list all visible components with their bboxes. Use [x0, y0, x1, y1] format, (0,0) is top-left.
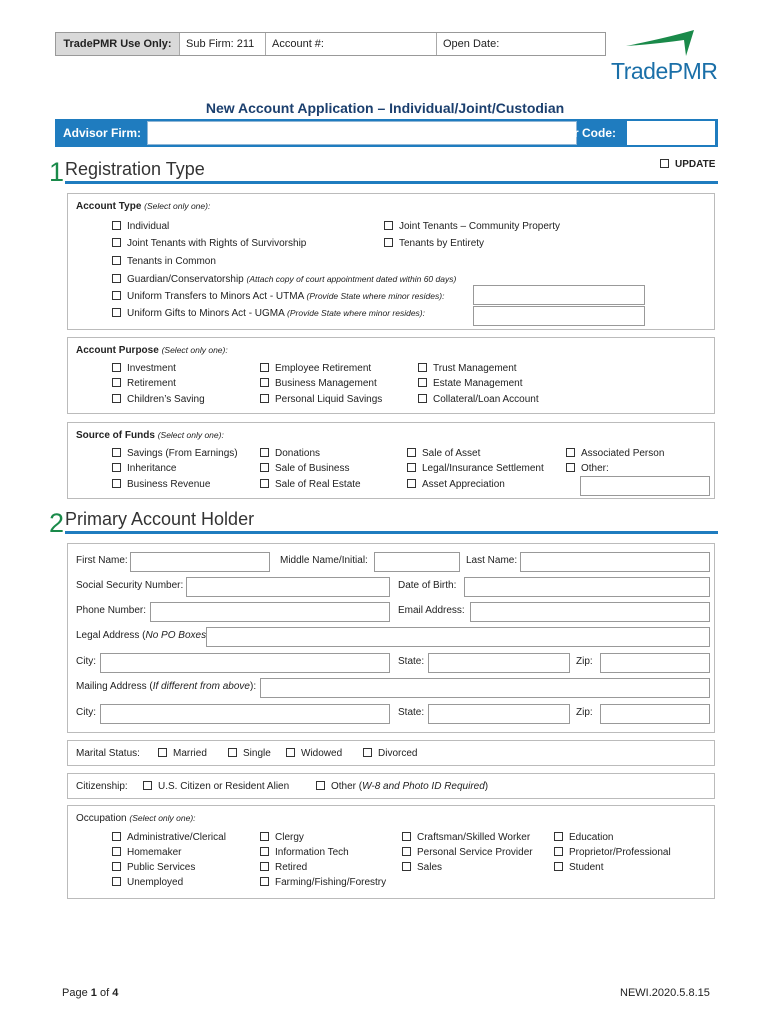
option-label: Associated Person	[581, 448, 665, 459]
option-label: Widowed	[301, 748, 343, 759]
checkbox[interactable]	[566, 463, 575, 472]
tradepmr-logo	[608, 28, 718, 86]
checkbox[interactable]	[402, 862, 411, 871]
option-label: Employee Retirement	[275, 363, 372, 374]
use-only-label: TradePMR Use Only:	[56, 33, 180, 55]
option-label: Personal Service Provider	[417, 847, 533, 858]
ssn-input[interactable]	[186, 577, 390, 597]
checkbox[interactable]	[260, 463, 269, 472]
opt-utma[interactable]: Uniform Transfers to Minors Act - UTMA (Provide State where minor resides):	[112, 291, 444, 302]
option-item[interactable]	[407, 463, 544, 474]
marital-panel	[67, 740, 715, 766]
checkbox[interactable]	[112, 832, 121, 841]
opt-ugma[interactable]: Uniform Gifts to Minors Act - UGMA (Provide State where minor resides):	[112, 308, 425, 319]
checkbox[interactable]	[384, 221, 393, 230]
option-label: Business Management	[275, 378, 377, 389]
phone-label: Phone Number:	[76, 605, 147, 616]
option-item[interactable]	[554, 832, 613, 843]
option-label: Craftsman/Skilled Worker	[417, 832, 531, 843]
option-item[interactable]	[260, 394, 382, 405]
legal-address-label: Legal Address (No PO Boxes	[76, 630, 207, 641]
dob-input[interactable]	[464, 577, 710, 597]
city-label: City:	[76, 656, 96, 667]
open-date-field[interactable]: Open Date:	[443, 38, 500, 50]
option-item[interactable]	[418, 394, 539, 405]
option-item[interactable]	[260, 463, 350, 474]
section-heading-registration: Registration Type	[65, 159, 205, 179]
option-label: Public Services	[127, 862, 196, 873]
option-label: Administrative/Clerical	[127, 832, 226, 843]
checkbox[interactable]	[418, 378, 427, 387]
checkbox[interactable]	[407, 463, 416, 472]
option-label: Clergy	[275, 832, 304, 843]
checkbox[interactable]	[112, 877, 121, 886]
option-item[interactable]	[402, 832, 530, 843]
checkbox[interactable]	[112, 363, 121, 372]
utma-state-input[interactable]	[473, 285, 645, 305]
opt-other-citizen[interactable]: Other (W-8 and Photo ID Required)	[316, 781, 488, 792]
option-label: Donations	[275, 448, 321, 459]
opt-tenants-entirety[interactable]: Tenants by Entirety	[384, 238, 484, 249]
page-title: New Account Application – Individual/Joint/Custodian	[205, 100, 565, 116]
funds-other-input[interactable]	[580, 476, 710, 496]
advisor-firm-input[interactable]	[147, 121, 577, 145]
option-item[interactable]	[407, 479, 505, 490]
citizenship-label: Citizenship:	[76, 781, 128, 792]
option-item[interactable]	[260, 378, 377, 389]
option-label: Married	[173, 748, 207, 759]
checkbox[interactable]	[112, 238, 121, 247]
page-number: Page 1 of 4	[62, 987, 119, 999]
checkbox[interactable]	[112, 256, 121, 265]
option-label: Estate Management	[433, 378, 523, 389]
option-label: Student	[569, 862, 604, 873]
mailing-address-label: Mailing Address (If different from above):	[76, 681, 257, 692]
dob-label: Date of Birth:	[398, 580, 457, 591]
middle-name-input[interactable]	[374, 552, 460, 572]
state-input[interactable]	[428, 653, 570, 673]
option-item[interactable]	[112, 847, 181, 858]
option-label: Sale of Business	[275, 463, 350, 474]
option-label: Education	[569, 832, 614, 843]
checkbox[interactable]	[316, 781, 325, 790]
mailing-city-input[interactable]	[100, 704, 390, 724]
zip-label: Zip:	[576, 656, 593, 667]
first-name-label: First Name:	[76, 555, 128, 566]
checkbox[interactable]	[260, 479, 269, 488]
checkbox[interactable]	[112, 448, 121, 457]
opt-joint-community[interactable]: Joint Tenants – Community Property	[384, 221, 560, 232]
office-use-bar	[55, 32, 606, 56]
option-label: Single	[243, 748, 271, 759]
holder-panel	[67, 543, 715, 733]
option-label: Personal Liquid Savings	[275, 394, 383, 405]
option-item[interactable]	[566, 463, 609, 474]
email-input[interactable]	[470, 602, 710, 622]
citizenship-panel	[67, 773, 715, 799]
email-label: Email Address:	[398, 605, 465, 616]
checkbox[interactable]	[260, 847, 269, 856]
option-item[interactable]	[260, 363, 371, 374]
checkbox[interactable]	[260, 877, 269, 886]
checkbox[interactable]	[260, 862, 269, 871]
opt-individual[interactable]: Individual	[112, 221, 169, 232]
account-purpose-label: Account Purpose (Select only one):	[76, 345, 228, 356]
phone-input[interactable]	[150, 602, 390, 622]
option-label: Proprietor/Professional	[569, 847, 671, 858]
option-item[interactable]	[260, 877, 386, 888]
section-divider	[65, 531, 718, 534]
account-type-label: Account Type (Select only one):	[76, 201, 211, 212]
checkbox[interactable]	[112, 847, 121, 856]
option-label: Information Tech	[275, 847, 349, 858]
checkbox[interactable]	[418, 394, 427, 403]
option-item[interactable]	[407, 448, 480, 459]
option-item[interactable]	[260, 847, 349, 858]
checkbox[interactable]	[112, 308, 121, 317]
option-item[interactable]	[228, 748, 271, 759]
checkbox[interactable]	[112, 394, 121, 403]
advisor-bar	[55, 119, 718, 147]
advisor-code-input[interactable]	[627, 121, 715, 145]
option-item[interactable]	[112, 363, 176, 374]
option-item[interactable]	[566, 448, 664, 459]
opt-guardian[interactable]: Guardian/Conservatorship (Attach copy of court appointment dated within 60 days)	[112, 274, 456, 285]
occupation-label: Occupation (Select only one):	[76, 813, 196, 824]
account-purpose-panel	[67, 337, 715, 414]
advisor-code-label: Advisor Code:	[534, 126, 617, 140]
middle-name-label: Middle Name/Initial:	[280, 555, 368, 566]
option-item[interactable]	[112, 394, 205, 405]
mailing-zip-label: Zip:	[576, 707, 593, 718]
checkbox[interactable]	[402, 847, 411, 856]
checkbox[interactable]	[112, 274, 121, 283]
option-item[interactable]	[112, 378, 176, 389]
option-item[interactable]	[402, 847, 533, 858]
checkbox[interactable]	[554, 847, 563, 856]
checkbox[interactable]	[143, 781, 152, 790]
last-name-input[interactable]	[520, 552, 710, 572]
option-label: Investment	[127, 363, 176, 374]
checkbox[interactable]	[407, 479, 416, 488]
last-name-label: Last Name:	[466, 555, 518, 566]
sub-firm-field[interactable]: Sub Firm: 211	[180, 33, 266, 55]
checkbox[interactable]	[418, 363, 427, 372]
ssn-label: Social Security Number:	[76, 580, 184, 591]
option-item[interactable]	[260, 448, 320, 459]
checkbox[interactable]	[260, 832, 269, 841]
option-label: Collateral/Loan Account	[433, 394, 539, 405]
checkbox[interactable]	[260, 363, 269, 372]
option-label: Inheritance	[127, 463, 177, 474]
option-label: Retirement	[127, 378, 176, 389]
occupation-panel	[67, 805, 715, 899]
checkbox[interactable]	[260, 378, 269, 387]
option-item[interactable]	[260, 862, 307, 873]
opt-jtwros[interactable]: Joint Tenants with Rights of Survivorship	[112, 238, 306, 249]
option-item[interactable]	[402, 862, 442, 873]
opt-us-citizen[interactable]: U.S. Citizen or Resident Alien	[143, 781, 289, 792]
checkbox[interactable]	[228, 748, 237, 757]
option-item[interactable]	[112, 448, 238, 459]
option-label: Sale of Real Estate	[275, 479, 361, 490]
checkbox[interactable]	[112, 291, 121, 300]
option-item[interactable]	[260, 479, 361, 490]
option-label: Other:	[581, 463, 609, 474]
checkbox[interactable]	[566, 448, 575, 457]
account-number-field[interactable]: Account #:	[266, 33, 437, 55]
logo-swoosh-icon	[626, 28, 716, 58]
checkbox[interactable]	[384, 238, 393, 247]
option-label: Farming/Fishing/Forestry	[275, 877, 387, 888]
checkbox[interactable]	[407, 448, 416, 457]
marital-label: Marital Status:	[76, 748, 140, 759]
option-item[interactable]	[112, 862, 195, 873]
state-label: State:	[398, 656, 425, 667]
option-item[interactable]	[363, 748, 417, 759]
option-label: Trust Management	[433, 363, 517, 374]
account-type-panel	[67, 193, 715, 330]
source-funds-label: Source of Funds (Select only one):	[76, 430, 224, 441]
checkbox[interactable]	[112, 378, 121, 387]
section-number-2: 2	[49, 508, 65, 538]
form-code: NEWI.2020.5.8.15	[620, 987, 710, 999]
checkbox[interactable]	[112, 463, 121, 472]
checkbox[interactable]	[554, 832, 563, 841]
option-label: Asset Appreciation	[422, 479, 505, 490]
option-label: Sale of Asset	[422, 448, 481, 459]
mailing-zip-input[interactable]	[600, 704, 710, 724]
option-item[interactable]	[112, 463, 176, 474]
section-heading-holder: Primary Account Holder	[65, 509, 255, 529]
option-item[interactable]	[554, 847, 671, 858]
option-label: Unemployed	[127, 877, 184, 888]
checkbox[interactable]	[554, 862, 563, 871]
zip-input[interactable]	[600, 653, 710, 673]
mailing-state-input[interactable]	[428, 704, 570, 724]
option-label: Divorced	[378, 748, 418, 759]
checkbox[interactable]	[260, 448, 269, 457]
city-input[interactable]	[100, 653, 390, 673]
option-label: Business Revenue	[127, 479, 211, 490]
source-funds-panel	[67, 422, 715, 499]
logo-text: TradePMR	[611, 58, 718, 84]
update-label: UPDATE	[675, 159, 716, 170]
opt-tenants-common[interactable]: Tenants in Common	[112, 256, 216, 267]
mailing-state-label: State:	[398, 707, 425, 718]
checkbox[interactable]	[402, 832, 411, 841]
option-label: Savings (From Earnings)	[127, 448, 238, 459]
checkbox[interactable]	[363, 748, 372, 757]
checkbox[interactable]	[112, 862, 121, 871]
option-label: Children’s Saving	[127, 394, 205, 405]
ugma-state-input[interactable]	[473, 306, 645, 326]
option-item[interactable]	[418, 363, 517, 374]
checkbox[interactable]	[260, 394, 269, 403]
option-item[interactable]	[554, 862, 603, 873]
checkbox[interactable]	[112, 221, 121, 230]
option-label: Retired	[275, 862, 308, 873]
option-item[interactable]	[158, 748, 207, 759]
mailing-address-input[interactable]	[260, 678, 710, 698]
option-label: Homemaker	[127, 847, 182, 858]
checkbox[interactable]	[286, 748, 295, 757]
option-label: Legal/Insurance Settlement	[422, 463, 544, 474]
checkbox[interactable]	[112, 479, 121, 488]
advisor-firm-label: Advisor Firm:	[63, 126, 142, 140]
option-item[interactable]	[112, 877, 183, 888]
option-item[interactable]	[418, 378, 523, 389]
first-name-input[interactable]	[130, 552, 270, 572]
update-option[interactable]	[660, 159, 715, 170]
legal-address-input[interactable]	[206, 627, 710, 647]
checkbox[interactable]	[158, 748, 167, 757]
option-label: Sales	[417, 862, 443, 873]
option-item[interactable]	[286, 748, 342, 759]
option-item[interactable]	[260, 832, 304, 843]
section-divider	[65, 181, 718, 184]
update-checkbox[interactable]	[660, 159, 669, 168]
option-item[interactable]	[112, 832, 226, 843]
option-item[interactable]	[112, 479, 210, 490]
section-number-1: 1	[49, 157, 65, 187]
mailing-city-label: City:	[76, 707, 96, 718]
